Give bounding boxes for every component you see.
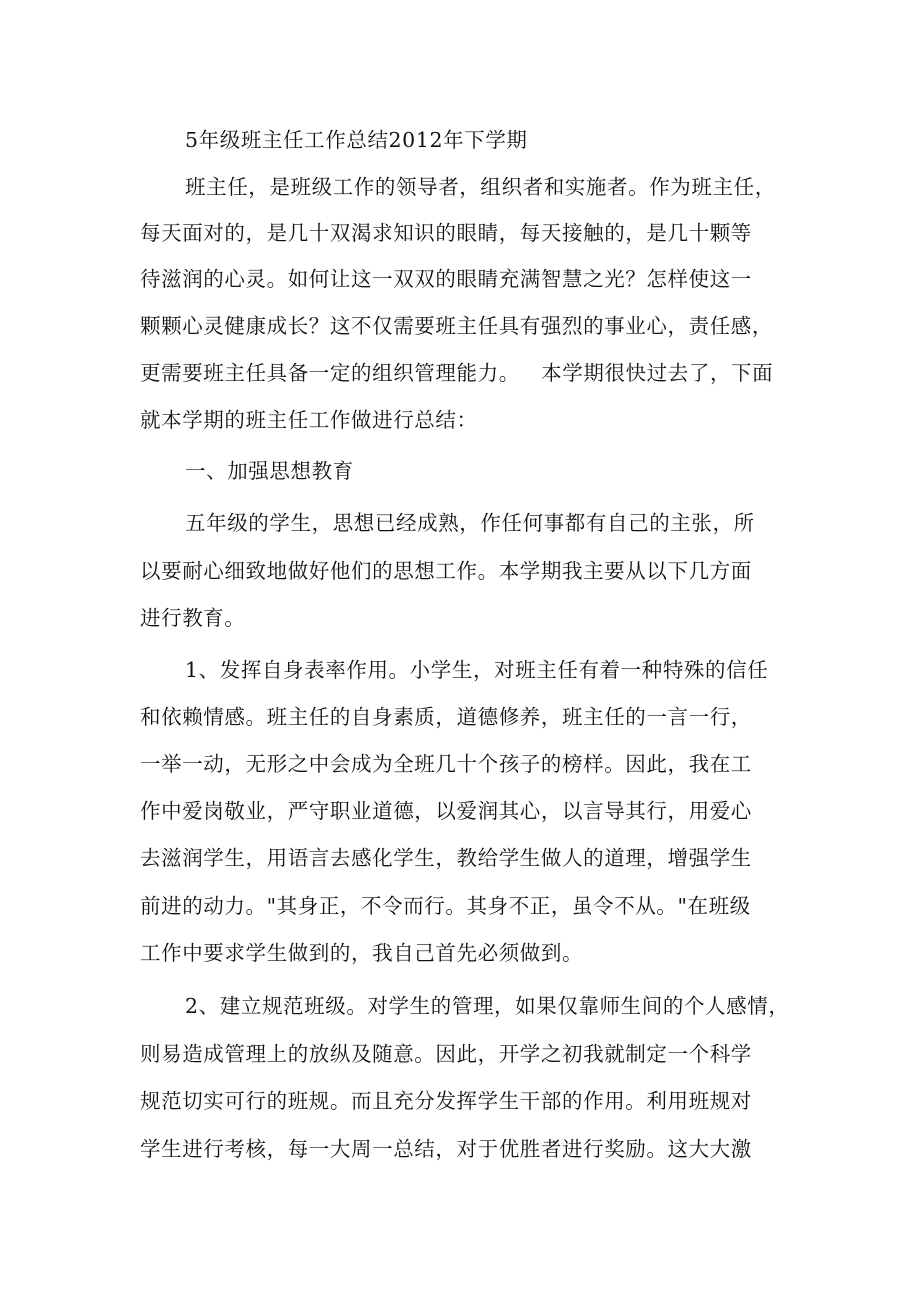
paragraph-2-line-2: 以要耐心细致地做好他们的思想工作。本学期我主要从以下几方面 [140, 559, 752, 583]
paragraph-2-line-1: 五年级的学生，思想已经成熟，作任何事都有自己的主张，所 [185, 511, 755, 535]
paragraph-4-line-1: 2、建立规范班级。对学生的管理，如果仅靠师生间的个人感情， [185, 994, 790, 1018]
section-heading: 一、加强思想教育 [185, 459, 354, 483]
paragraph-1-line-3: 待滋润的心灵。如何让这一双双的眼睛充满智慧之光？怎样使这一 [140, 267, 752, 291]
paragraph-1-line-5: 更需要班主任具备一定的组织管理能力。 本学期很快过去了，下面 [140, 361, 774, 385]
paragraph-4-line-3: 规范切实可行的班规。而且充分发挥学生干部的作用。利用班规对 [140, 1089, 752, 1113]
paragraph-3-line-2: 和依赖情感。班主任的自身素质，道德修养，班主任的一言一行， [140, 705, 752, 729]
paragraph-1-line-1: 班主任，是班级工作的领导者，组织者和实施者。作为班主任， [185, 175, 776, 199]
paragraph-1-line-6: 就本学期的班主任工作做进行总结： [140, 408, 478, 432]
paragraph-3-line-1: 1、发挥自身表率作用。小学生，对班主任有着一种特殊的信任 [185, 658, 769, 682]
paragraph-1-line-4: 颗颗心灵健康成长？这不仅需要班主任具有强烈的事业心，责任感， [140, 314, 773, 338]
paragraph-4-line-2: 则易造成管理上的放纵及随意。因此，开学之初我就制定一个科学 [140, 1042, 752, 1066]
paragraph-3-line-7: 工作中要求学生做到的，我自己首先必须做到。 [140, 941, 584, 965]
paragraph-1-line-2: 每天面对的，是几十双渴求知识的眼睛，每天接触的，是几十颗等 [140, 221, 752, 245]
paragraph-3-line-3: 一举一动，无形之中会成为全班几十个孩子的榜样。因此，我在工 [140, 752, 752, 776]
paragraph-3-line-6: 前进的动力。"其身正，不令而行。其身不正，虽令不从。"在班级 [140, 894, 751, 918]
paragraph-4-line-4: 学生进行考核，每一大周一总结，对于优胜者进行奖励。这大大激 [140, 1137, 752, 1161]
paragraph-2-line-3: 进行教育。 [140, 606, 246, 630]
paragraph-3-line-4: 作中爱岗敬业，严守职业道德，以爱润其心，以言导其行，用爱心 [140, 799, 752, 823]
paragraph-3-line-5: 去滋润学生，用语言去感化学生，教给学生做人的道理，增强学生 [140, 846, 752, 870]
document-title: 5年级班主任工作总结2012年下学期 [185, 128, 528, 152]
